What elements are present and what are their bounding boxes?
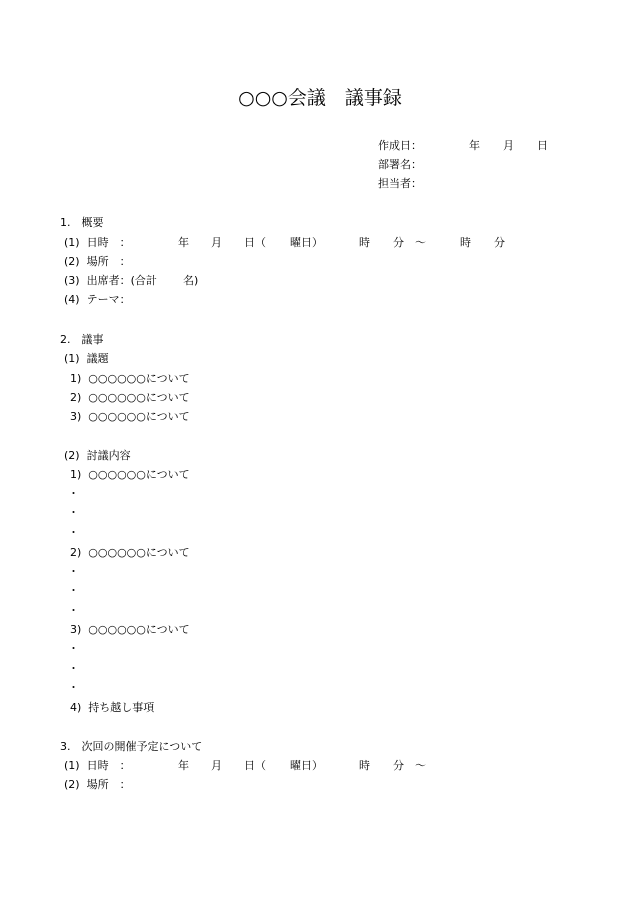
carryover-item: 4) 持ち越し事項 (70, 701, 155, 714)
s3-minute-tilde: 分 ～ (393, 759, 426, 772)
s1-place-label: (2) 場所 ： (64, 255, 131, 268)
bullet-point: ・ (68, 506, 79, 519)
s1-minute-end: 分 (494, 236, 505, 249)
s1-weekday: 曜日） (290, 236, 323, 249)
created-year: 年 (469, 139, 480, 152)
discussion-item: 3) ○○○○○○について (70, 623, 190, 636)
discussion-item: 1) ○○○○○○について (70, 468, 190, 481)
s1-datetime-label: (1) 日時 ： (64, 236, 131, 249)
s1-attendees-suffix: 名) (183, 274, 199, 287)
s1-month: 月 (211, 236, 222, 249)
s3-hour: 時 (359, 759, 370, 772)
person-in-charge-label: 担当者： (378, 177, 422, 190)
bullet-point: ・ (68, 565, 79, 578)
bullet-point: ・ (68, 642, 79, 655)
discussion-heading: (2) 討議内容 (64, 449, 131, 462)
bullet-point: ・ (68, 526, 79, 539)
created-day: 日 (537, 139, 548, 152)
agenda-item: 1) ○○○○○○について (70, 372, 190, 385)
agenda-item: 2) ○○○○○○について (70, 391, 190, 404)
s1-year: 年 (178, 236, 189, 249)
s1-hour: 時 (359, 236, 370, 249)
s3-year: 年 (178, 759, 189, 772)
s1-theme-label: (4) テーマ： (64, 293, 131, 306)
section1-heading: 1. 概要 (60, 216, 104, 229)
bullet-point: ・ (68, 584, 79, 597)
s3-weekday: 曜日） (290, 759, 323, 772)
created-month: 月 (503, 139, 514, 152)
s3-day: 日（ (244, 759, 266, 772)
bullet-point: ・ (68, 662, 79, 675)
discussion-item: 2) ○○○○○○について (70, 546, 190, 559)
s1-minute-tilde: 分 ～ (393, 236, 426, 249)
bullet-point: ・ (68, 681, 79, 694)
s1-hour-end: 時 (460, 236, 471, 249)
s1-day: 日（ (244, 236, 266, 249)
section2-heading: 2. 議事 (60, 333, 104, 346)
document-title: ○○○会議 議事録 (238, 87, 402, 109)
section3-heading: 3. 次回の開催予定について (60, 740, 203, 753)
s1-attendees-label: (3) 出席者：(合計 (64, 274, 157, 287)
created-date-label: 作成日： (378, 139, 422, 152)
s3-place-label: (2) 場所 ： (64, 778, 131, 791)
s3-datetime-label: (1) 日時 ： (64, 759, 131, 772)
bullet-point: ・ (68, 487, 79, 500)
agenda-heading: (1) 議題 (64, 352, 109, 365)
agenda-item: 3) ○○○○○○について (70, 410, 190, 423)
department-label: 部署名： (378, 158, 422, 171)
s3-month: 月 (211, 759, 222, 772)
bullet-point: ・ (68, 604, 79, 617)
